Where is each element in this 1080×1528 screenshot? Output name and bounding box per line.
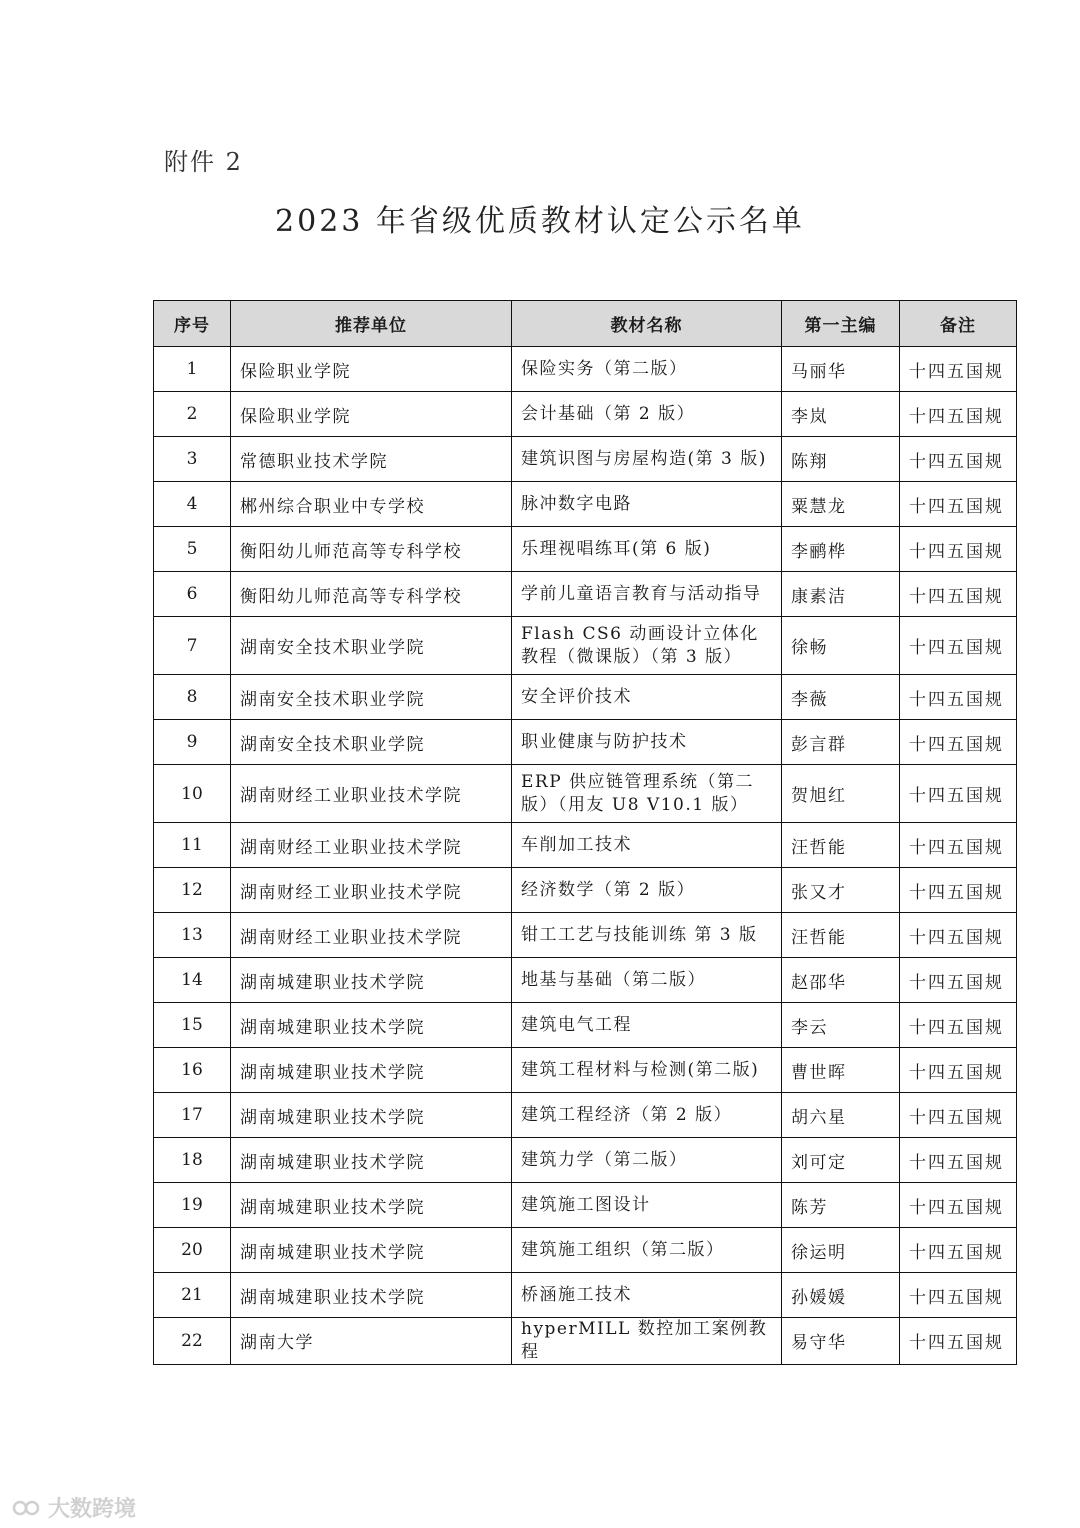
cell-unit: 衡阳幼儿师范高等专科学校 bbox=[231, 572, 512, 617]
cell-editor: 粟慧龙 bbox=[782, 482, 900, 527]
cell-editor: 贺旭红 bbox=[782, 765, 900, 823]
cell-index: 17 bbox=[154, 1093, 231, 1138]
cell-textbook: 建筑施工图设计 bbox=[512, 1183, 782, 1228]
cell-remark: 十四五国规 bbox=[900, 617, 1017, 675]
cell-unit: 湖南财经工业职业技术学院 bbox=[231, 823, 512, 868]
cell-remark: 十四五国规 bbox=[900, 572, 1017, 617]
cell-index: 9 bbox=[154, 720, 231, 765]
table-row bbox=[154, 823, 1017, 868]
cell-index: 1 bbox=[154, 347, 231, 392]
cell-editor: 马丽华 bbox=[782, 347, 900, 392]
cell-textbook: 钳工工艺与技能训练 第 3 版 bbox=[512, 913, 782, 958]
table-row bbox=[154, 482, 1017, 527]
header-index: 序号 bbox=[154, 301, 231, 347]
cell-remark: 十四五国规 bbox=[900, 868, 1017, 913]
attachment-label: 附件 2 bbox=[164, 148, 243, 176]
cell-remark: 十四五国规 bbox=[900, 1003, 1017, 1048]
table-row bbox=[154, 1183, 1017, 1228]
table-row bbox=[154, 1318, 1017, 1365]
table-row bbox=[154, 1138, 1017, 1183]
cell-remark: 十四五国规 bbox=[900, 392, 1017, 437]
cell-unit: 常德职业技术学院 bbox=[231, 437, 512, 482]
cell-unit: 湖南城建职业技术学院 bbox=[231, 1228, 512, 1273]
table-row bbox=[154, 1093, 1017, 1138]
cell-textbook: 建筑电气工程 bbox=[512, 1003, 782, 1048]
cell-unit: 湖南大学 bbox=[231, 1318, 512, 1365]
cell-editor: 陈翔 bbox=[782, 437, 900, 482]
cell-editor: 李云 bbox=[782, 1003, 900, 1048]
cell-unit: 湖南城建职业技术学院 bbox=[231, 1273, 512, 1318]
cell-unit: 湖南安全技术职业学院 bbox=[231, 617, 512, 675]
table-row bbox=[154, 1048, 1017, 1093]
cell-textbook: 经济数学（第 2 版） bbox=[512, 868, 782, 913]
cell-index: 21 bbox=[154, 1273, 231, 1318]
cell-remark: 十四五国规 bbox=[900, 958, 1017, 1003]
cell-unit: 湖南城建职业技术学院 bbox=[231, 958, 512, 1003]
cell-editor: 康素洁 bbox=[782, 572, 900, 617]
table-header-row bbox=[154, 301, 1017, 347]
cell-editor: 赵邵华 bbox=[782, 958, 900, 1003]
cell-remark: 十四五国规 bbox=[900, 527, 1017, 572]
cell-remark: 十四五国规 bbox=[900, 347, 1017, 392]
watermark bbox=[12, 1492, 136, 1523]
cell-editor: 汪哲能 bbox=[782, 823, 900, 868]
cell-unit: 保险职业学院 bbox=[231, 347, 512, 392]
cell-editor: 汪哲能 bbox=[782, 913, 900, 958]
cell-textbook: 脉冲数字电路 bbox=[512, 482, 782, 527]
cell-unit: 湖南安全技术职业学院 bbox=[231, 720, 512, 765]
cell-editor: 徐畅 bbox=[782, 617, 900, 675]
header-unit: 推荐单位 bbox=[231, 301, 512, 347]
cell-index: 18 bbox=[154, 1138, 231, 1183]
cell-editor: 彭言群 bbox=[782, 720, 900, 765]
cell-unit: 湖南财经工业职业技术学院 bbox=[231, 765, 512, 823]
cell-index: 13 bbox=[154, 913, 231, 958]
cell-textbook: 保险实务（第二版） bbox=[512, 347, 782, 392]
cell-editor: 孙媛媛 bbox=[782, 1273, 900, 1318]
cell-textbook: 建筑工程经济（第 2 版） bbox=[512, 1093, 782, 1138]
cell-index: 10 bbox=[154, 765, 231, 823]
cell-textbook: 桥涵施工技术 bbox=[512, 1273, 782, 1318]
cell-editor: 陈芳 bbox=[782, 1183, 900, 1228]
cell-remark: 十四五国规 bbox=[900, 1273, 1017, 1318]
cell-editor: 刘可定 bbox=[782, 1138, 900, 1183]
cell-unit: 湖南城建职业技术学院 bbox=[231, 1093, 512, 1138]
table-row bbox=[154, 1228, 1017, 1273]
table-row bbox=[154, 437, 1017, 482]
cell-textbook: 会计基础（第 2 版） bbox=[512, 392, 782, 437]
cell-index: 2 bbox=[154, 392, 231, 437]
cell-index: 19 bbox=[154, 1183, 231, 1228]
cell-remark: 十四五国规 bbox=[900, 675, 1017, 720]
cell-index: 16 bbox=[154, 1048, 231, 1093]
cell-textbook: 建筑工程材料与检测(第二版) bbox=[512, 1048, 782, 1093]
cell-remark: 十四五国规 bbox=[900, 913, 1017, 958]
cell-index: 14 bbox=[154, 958, 231, 1003]
cell-index: 22 bbox=[154, 1318, 231, 1365]
table-row bbox=[154, 1273, 1017, 1318]
cell-remark: 十四五国规 bbox=[900, 765, 1017, 823]
cell-textbook: 安全评价技术 bbox=[512, 675, 782, 720]
cell-remark: 十四五国规 bbox=[900, 1048, 1017, 1093]
cell-editor: 李鹂桦 bbox=[782, 527, 900, 572]
cell-textbook: hyperMILL 数控加工案例教程 bbox=[512, 1318, 782, 1365]
textbook-table bbox=[153, 300, 1017, 1365]
cell-textbook: 车削加工技术 bbox=[512, 823, 782, 868]
watermark-text: 大数跨境 bbox=[48, 1497, 137, 1522]
cell-textbook: Flash CS6 动画设计立体化教程（微课版）（第 3 版） bbox=[512, 617, 782, 675]
header-editor: 第一主编 bbox=[782, 301, 900, 347]
cell-index: 3 bbox=[154, 437, 231, 482]
cell-index: 11 bbox=[154, 823, 231, 868]
page-title: 2023 年省级优质教材认定公示名单 bbox=[275, 204, 805, 239]
table-row bbox=[154, 868, 1017, 913]
table-row bbox=[154, 913, 1017, 958]
table-row bbox=[154, 347, 1017, 392]
watermark-logo-icon bbox=[12, 1497, 42, 1519]
cell-textbook: 建筑施工组织（第二版） bbox=[512, 1228, 782, 1273]
cell-remark: 十四五国规 bbox=[900, 482, 1017, 527]
table-row bbox=[154, 765, 1017, 823]
cell-remark: 十四五国规 bbox=[900, 1093, 1017, 1138]
table-row bbox=[154, 720, 1017, 765]
cell-index: 7 bbox=[154, 617, 231, 675]
cell-index: 8 bbox=[154, 675, 231, 720]
table-body bbox=[154, 347, 1017, 1365]
cell-index: 15 bbox=[154, 1003, 231, 1048]
cell-index: 4 bbox=[154, 482, 231, 527]
cell-editor: 李岚 bbox=[782, 392, 900, 437]
table-row bbox=[154, 527, 1017, 572]
cell-index: 6 bbox=[154, 572, 231, 617]
cell-textbook: 建筑识图与房屋构造(第 3 版) bbox=[512, 437, 782, 482]
cell-remark: 十四五国规 bbox=[900, 1228, 1017, 1273]
cell-remark: 十四五国规 bbox=[900, 720, 1017, 765]
cell-unit: 保险职业学院 bbox=[231, 392, 512, 437]
cell-editor: 易守华 bbox=[782, 1318, 900, 1365]
cell-textbook: 地基与基础（第二版） bbox=[512, 958, 782, 1003]
cell-index: 5 bbox=[154, 527, 231, 572]
cell-unit: 湖南城建职业技术学院 bbox=[231, 1048, 512, 1093]
cell-unit: 衡阳幼儿师范高等专科学校 bbox=[231, 527, 512, 572]
cell-unit: 湖南财经工业职业技术学院 bbox=[231, 913, 512, 958]
table-row bbox=[154, 1003, 1017, 1048]
header-remark: 备注 bbox=[900, 301, 1017, 347]
cell-textbook: 乐理视唱练耳(第 6 版) bbox=[512, 527, 782, 572]
cell-unit: 湖南城建职业技术学院 bbox=[231, 1138, 512, 1183]
cell-editor: 张又才 bbox=[782, 868, 900, 913]
cell-editor: 徐运明 bbox=[782, 1228, 900, 1273]
cell-unit: 湖南城建职业技术学院 bbox=[231, 1183, 512, 1228]
cell-remark: 十四五国规 bbox=[900, 823, 1017, 868]
cell-unit: 湖南城建职业技术学院 bbox=[231, 1003, 512, 1048]
table-row bbox=[154, 617, 1017, 675]
cell-index: 12 bbox=[154, 868, 231, 913]
cell-remark: 十四五国规 bbox=[900, 437, 1017, 482]
table-row bbox=[154, 958, 1017, 1003]
cell-unit: 郴州综合职业中专学校 bbox=[231, 482, 512, 527]
table-row bbox=[154, 392, 1017, 437]
table-row bbox=[154, 572, 1017, 617]
cell-textbook: 职业健康与防护技术 bbox=[512, 720, 782, 765]
cell-editor: 曹世晖 bbox=[782, 1048, 900, 1093]
cell-remark: 十四五国规 bbox=[900, 1138, 1017, 1183]
cell-textbook: 建筑力学（第二版） bbox=[512, 1138, 782, 1183]
cell-remark: 十四五国规 bbox=[900, 1183, 1017, 1228]
header-textbook: 教材名称 bbox=[512, 301, 782, 347]
cell-remark: 十四五国规 bbox=[900, 1318, 1017, 1365]
cell-editor: 胡六星 bbox=[782, 1093, 900, 1138]
cell-textbook: 学前儿童语言教育与活动指导 bbox=[512, 572, 782, 617]
cell-unit: 湖南财经工业职业技术学院 bbox=[231, 868, 512, 913]
cell-editor: 李薇 bbox=[782, 675, 900, 720]
table-row bbox=[154, 675, 1017, 720]
cell-textbook: ERP 供应链管理系统（第二版）（用友 U8 V10.1 版） bbox=[512, 765, 782, 823]
cell-unit: 湖南安全技术职业学院 bbox=[231, 675, 512, 720]
cell-index: 20 bbox=[154, 1228, 231, 1273]
